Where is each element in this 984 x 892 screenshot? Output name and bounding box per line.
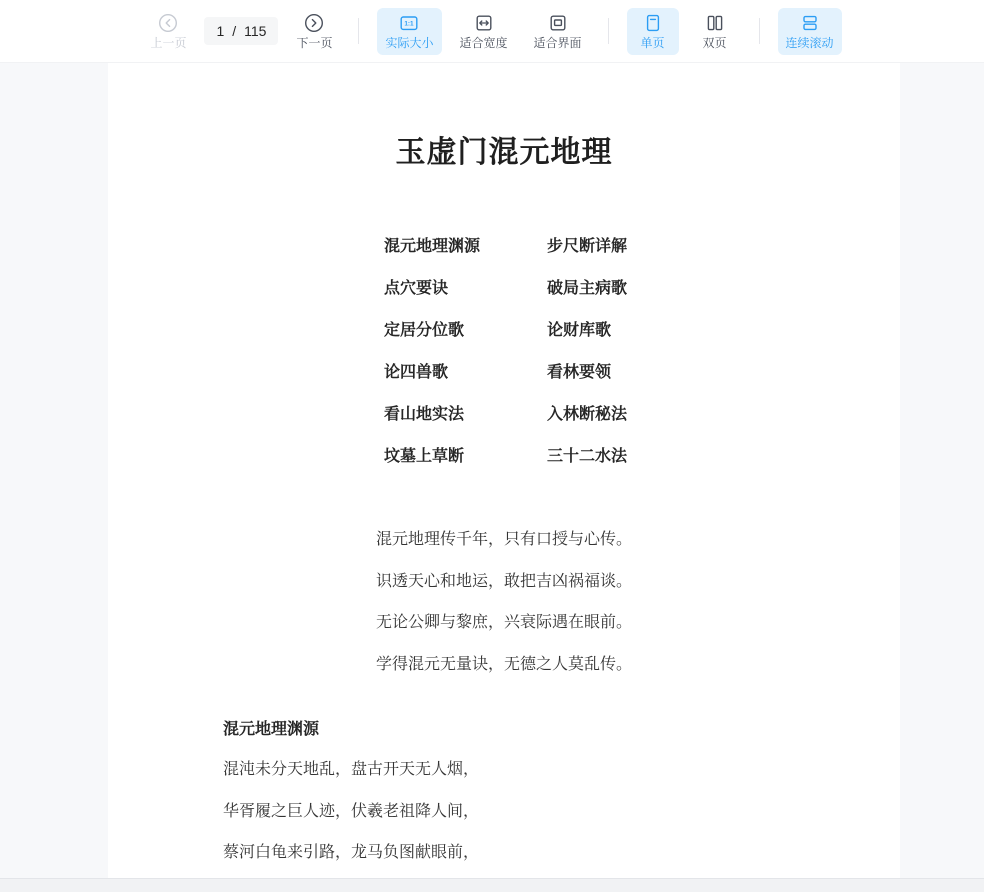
- toolbar-divider: [759, 18, 760, 44]
- fit-width-icon: [474, 13, 494, 33]
- fit-screen-button[interactable]: [526, 8, 590, 55]
- section-body: [223, 749, 900, 874]
- current-page[interactable]: 1: [216, 23, 225, 39]
- document-title: 玉虚门混元地理: [395, 136, 613, 169]
- section-line: 华胥履之巨人迹，伏羲老祖降人间，: [223, 802, 480, 820]
- toc-item: 看山地实法: [384, 406, 465, 423]
- section-origin: [223, 720, 900, 874]
- toc-item: 步尺断详解: [547, 238, 628, 255]
- section-line: 蔡河白龟来引路，龙马负图献眼前，: [223, 844, 480, 861]
- fit-width-button[interactable]: [452, 8, 516, 55]
- pdf-viewport[interactable]: [0, 63, 984, 878]
- toc-item: 入林断秘法: [547, 406, 628, 423]
- section-line: 混沌未分天地乱，盘古开天无人烟，: [223, 761, 480, 778]
- actual-size-button[interactable]: [377, 8, 441, 55]
- toc-item: 定居分位歌: [384, 322, 465, 339]
- fit-width-label: 适合宽度: [459, 35, 508, 50]
- next-page-button[interactable]: [288, 8, 340, 55]
- toc-item: 点穴要诀: [384, 280, 449, 297]
- fit-screen-label: 适合界面: [533, 35, 582, 50]
- continuous-scroll-label: 连续滚动: [785, 35, 834, 50]
- single-page-label: 单页: [640, 35, 665, 50]
- toc-item: 论财库歌: [547, 322, 612, 339]
- one-to-one-icon: [399, 13, 419, 33]
- fit-screen-icon: [548, 13, 568, 33]
- total-pages: 115: [244, 23, 267, 39]
- chevron-left-circle-icon: [158, 13, 178, 33]
- toc-item: 坟墓上草断: [384, 448, 465, 465]
- poem-line: 无论公卿与黎庶，兴衰际遇在眼前。: [375, 614, 632, 631]
- page-number-input[interactable]: [204, 17, 278, 45]
- toc-item: 看林要领: [547, 364, 612, 381]
- horizontal-scrollbar-track[interactable]: [0, 878, 984, 892]
- chevron-right-circle-icon: [304, 13, 324, 33]
- svg-text:1:1: 1:1: [404, 20, 415, 28]
- single-page-button[interactable]: [627, 8, 679, 55]
- section-heading: 混元地理渊源: [223, 721, 320, 738]
- poem-line: 识透天心和地运，敢把吉凶祸福谈。: [375, 572, 632, 590]
- double-page-icon: [705, 13, 725, 33]
- double-page-button[interactable]: [689, 8, 741, 55]
- continuous-scroll-icon: [800, 13, 820, 33]
- next-page-label: 下一页: [296, 35, 333, 50]
- toolbar-divider: [358, 18, 359, 44]
- pdf-toolbar: [0, 0, 984, 63]
- toolbar-divider: [608, 18, 609, 44]
- previous-page-button[interactable]: [142, 8, 194, 55]
- toc-item: 三十二水法: [547, 448, 628, 465]
- actual-size-label: 实际大小: [385, 35, 434, 50]
- continuous-scroll-button[interactable]: [778, 8, 842, 55]
- table-of-contents: [384, 226, 900, 478]
- page-separator: /: [232, 23, 237, 39]
- toc-item: 破局主病歌: [547, 280, 628, 297]
- pdf-page: [108, 63, 900, 878]
- poem-line: 学得混元无量诀，无德之人莫乱传。: [375, 655, 632, 673]
- intro-poem: [108, 519, 900, 685]
- double-page-label: 双页: [702, 35, 727, 50]
- single-page-icon: [643, 13, 663, 33]
- poem-line: 混元地理传千年，只有口授与心传。: [375, 531, 632, 548]
- toc-item: 混元地理渊源: [384, 238, 481, 255]
- previous-page-label: 上一页: [150, 35, 187, 50]
- toc-item: 论四兽歌: [384, 364, 449, 381]
